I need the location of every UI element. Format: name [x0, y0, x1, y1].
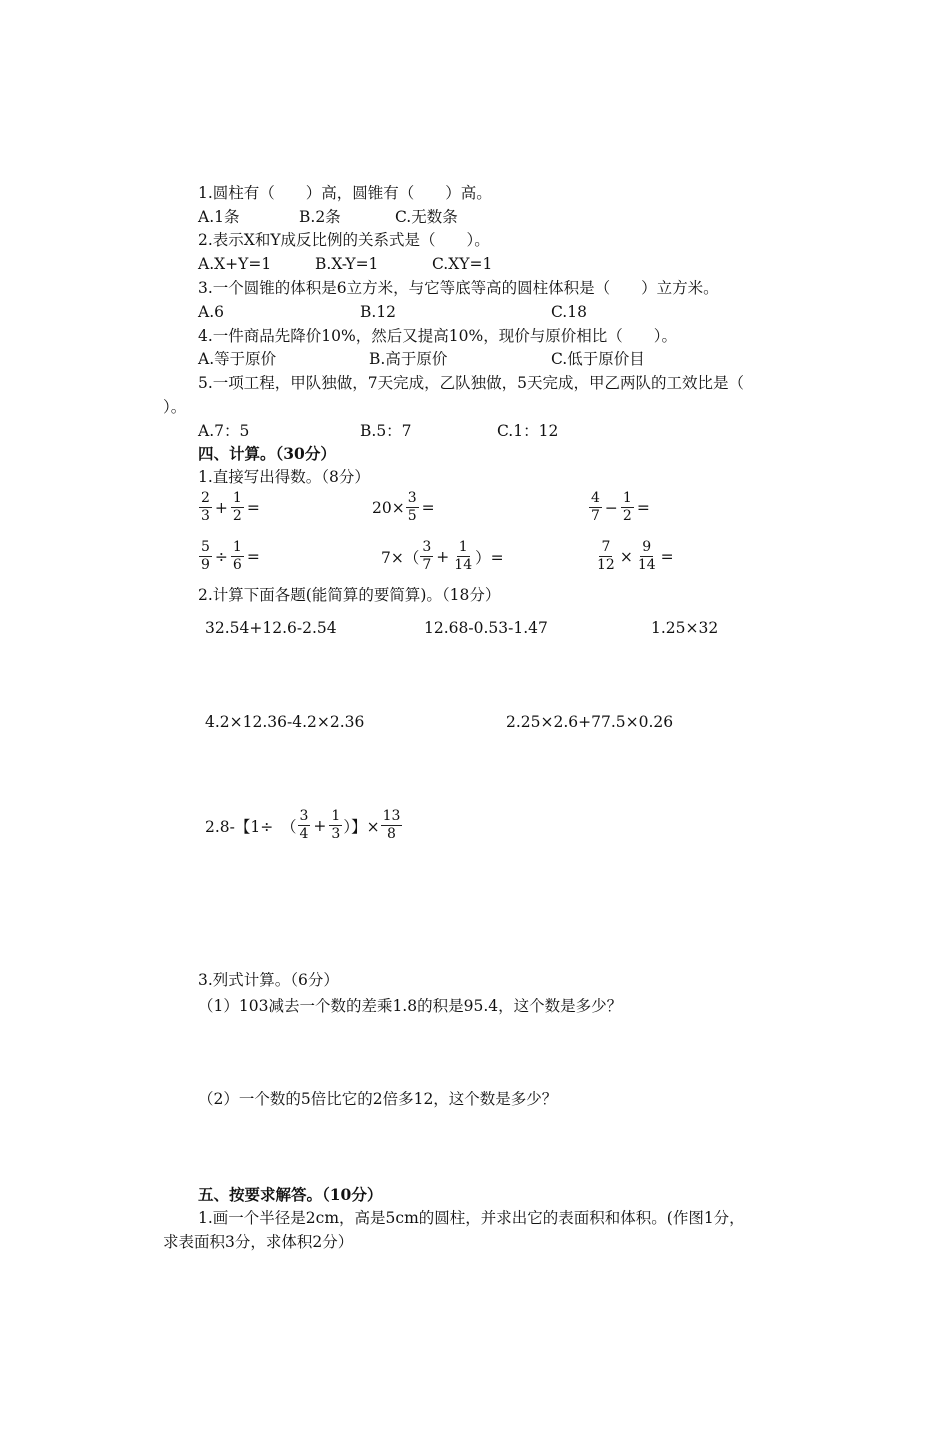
calc-item-1: 32.54+12.6-2.54 [205, 619, 337, 637]
q1-option-b: B.2条 [299, 208, 341, 226]
operator: × [619, 547, 633, 566]
fraction-denominator: 3 [331, 826, 341, 842]
operator: ÷ [214, 547, 228, 566]
fraction-denominator: 8 [387, 826, 396, 842]
q3-option-c: C.18 [551, 303, 587, 321]
fraction-numerator: 5 [201, 539, 210, 555]
q2-option-a: A.X+Y=1 [198, 255, 272, 273]
mental-calc-3 [588, 490, 652, 525]
equals-sign: = [660, 547, 674, 566]
word-problem-1: （1）103减去一个数的差乘1.8的积是95.4，这个数是多少？ [198, 997, 623, 1015]
q4-option-b: B.高于原价 [369, 350, 448, 368]
part2-title: 2.计算下面各题(能简算的要简算)。（18分） [198, 586, 501, 604]
question-4: 4.一件商品先降价10%，然后又提高10%，现价与原价相比（ ）。 [198, 327, 677, 345]
part3-title: 3.列式计算。（6分） [198, 971, 339, 989]
fraction-denominator: 6 [232, 557, 242, 573]
equals-sign: = [246, 498, 260, 517]
mental-calc-4 [198, 539, 262, 574]
fraction-denominator: 4 [299, 826, 309, 842]
fraction-denominator: 9 [201, 557, 210, 573]
fraction-denominator: 3 [201, 508, 210, 524]
calc-item-2: 12.68-0.53-1.47 [424, 619, 548, 637]
expression-middle: ）】× [343, 817, 380, 836]
q2-option-c: C.XY=1 [432, 255, 493, 273]
mental-calc-1 [198, 490, 262, 525]
operator: + [214, 498, 228, 517]
part1-title: 1.直接写出得数。（8分） [198, 468, 370, 486]
fraction-numerator: 3 [422, 539, 432, 555]
fraction-denominator: 2 [232, 508, 242, 524]
q1-option-a: A.1条 [198, 208, 240, 226]
q2-option-b: B.X-Y=1 [315, 255, 379, 273]
fraction-numerator: 7 [601, 539, 611, 555]
fraction-denominator: 7 [422, 557, 432, 573]
operator: − [604, 498, 618, 517]
expression-prefix: 2.8-【1÷ （ [205, 817, 297, 836]
equals-sign: = [421, 498, 435, 517]
expression-prefix: 7×（ [381, 548, 420, 567]
question-3: 3.一个圆锥的体积是6立方米，与它等底等高的圆柱体积是（ ）立方米。 [198, 279, 719, 297]
q1-option-c: C.无数条 [395, 208, 458, 226]
operator: + [436, 547, 450, 566]
section4-title: 四、计算。（30分） [198, 444, 336, 463]
fraction-denominator: 2 [622, 508, 632, 524]
q5-option-b: B.5：7 [360, 422, 412, 440]
question-5-line1: 5.一项工程，甲队独做，7天完成，乙队独做，5天完成，甲乙两队的工效比是（ [198, 374, 745, 392]
fraction-denominator: 14 [454, 557, 473, 573]
q4-option-a: A.等于原价 [198, 350, 277, 368]
expression-suffix: ）= [475, 548, 504, 567]
mental-calc-6 [594, 539, 676, 574]
fraction-numerator: 3 [407, 490, 417, 506]
fraction-denominator: 5 [407, 508, 417, 524]
equals-sign: = [636, 498, 650, 517]
equals-sign: = [246, 547, 260, 566]
calc-item-6 [205, 808, 403, 843]
q3-option-b: B.12 [360, 303, 397, 321]
calc-item-4: 4.2×12.36-4.2×2.36 [205, 713, 365, 731]
section5-question-line1: 1.画一个半径是2cm，高是5cm的圆柱，并求出它的表面积和体积。(作图1分， [198, 1209, 745, 1227]
fraction-numerator: 1 [232, 539, 242, 555]
fraction-numerator: 1 [458, 539, 468, 555]
section5-question-line2: 求表面积3分，求体积2分） [163, 1233, 354, 1251]
fraction-denominator: 7 [591, 508, 600, 524]
question-5-line2: ）。 [163, 398, 187, 416]
fraction-numerator: 3 [299, 808, 309, 824]
fraction-denominator: 12 [597, 557, 615, 573]
question-2: 2.表示X和Y成反比例的关系式是（ ）。 [198, 231, 490, 249]
word-problem-2: （2）一个数的5倍比它的2倍多12，这个数是多少？ [198, 1090, 558, 1108]
fraction-denominator: 14 [637, 557, 656, 573]
fraction-numerator: 13 [382, 808, 401, 824]
fraction-numerator: 1 [622, 490, 632, 506]
fraction-numerator: 1 [331, 808, 341, 824]
fraction-numerator: 4 [591, 490, 600, 506]
fraction-numerator: 1 [232, 490, 242, 506]
calc-item-3: 1.25×32 [651, 619, 719, 637]
q5-option-c: C.1：12 [497, 422, 559, 440]
question-1: 1.圆柱有（ ）高，圆锥有（ ）高。 [198, 184, 492, 202]
q4-option-c: C.低于原价目 [551, 350, 645, 368]
calc-item-5: 2.25×2.6+77.5×0.26 [506, 713, 674, 731]
mental-calc-5 [381, 539, 504, 574]
operator: + [313, 816, 327, 835]
fraction-numerator: 2 [201, 490, 210, 506]
section5-title: 五、按要求解答。（10分） [198, 1185, 383, 1204]
fraction-numerator: 9 [642, 539, 652, 555]
expression-prefix: 20× [372, 498, 405, 517]
mental-calc-2 [372, 490, 437, 525]
q3-option-a: A.6 [198, 303, 224, 321]
q5-option-a: A.7：5 [198, 422, 250, 440]
